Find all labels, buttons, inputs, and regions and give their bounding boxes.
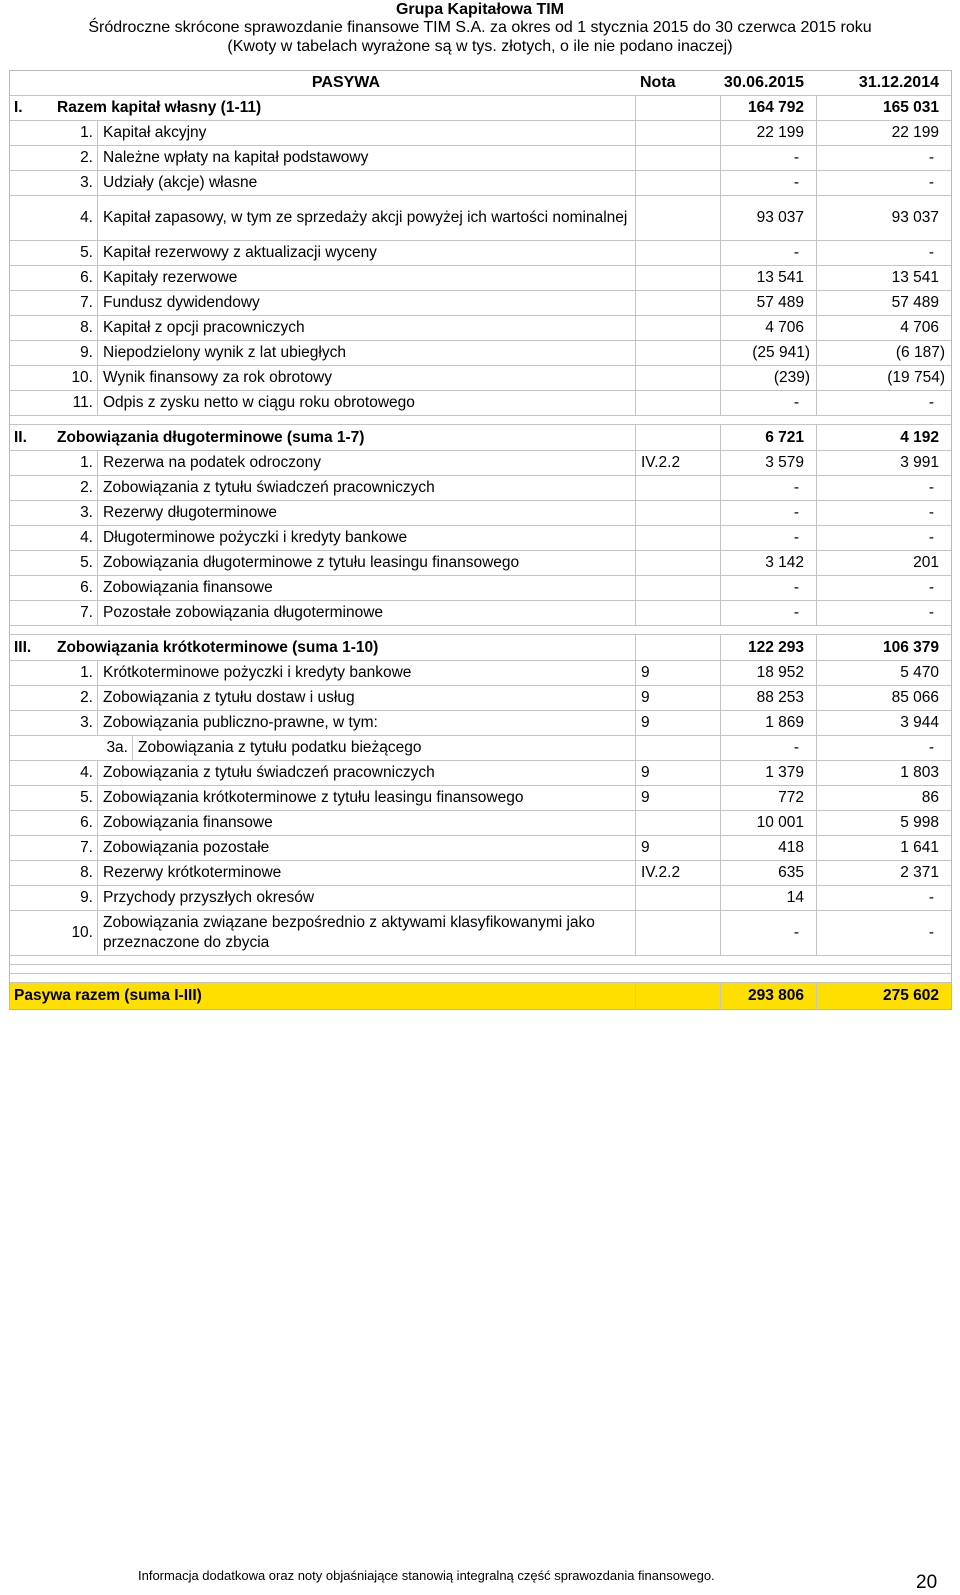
row-value-2015: (25 941) [720, 341, 816, 365]
row-label: Kapitał akcyjny [97, 121, 635, 145]
row-value-2014: 86 [816, 786, 951, 810]
section-value-2015: 164 792 [720, 96, 816, 120]
table-row [10, 551, 951, 576]
row-value-2015: - [720, 146, 816, 170]
row-number: 7. [80, 839, 93, 856]
row-number: 1. [80, 664, 93, 681]
row-note [635, 241, 720, 265]
table-row [10, 886, 951, 911]
row-number: 5. [80, 554, 93, 571]
row-label: Zobowiązania pozostałe [97, 836, 635, 860]
row-value-2015: - [720, 911, 816, 955]
row-value-2014: - [816, 736, 951, 760]
table-row [10, 601, 951, 626]
row-note [635, 196, 720, 240]
row-note [635, 601, 720, 625]
section-note [635, 96, 720, 120]
table-row [10, 316, 951, 341]
table-row [10, 291, 951, 316]
row-label: Rezerwy długoterminowe [97, 501, 635, 525]
row-value-2015: 14 [720, 886, 816, 910]
row-value-2014: 22 199 [816, 121, 951, 145]
table-row [10, 241, 951, 266]
row-number: 1. [80, 124, 93, 141]
row-label: Zobowiązania z tytułu świadczeń pracowniczych [97, 761, 635, 785]
row-label: Kapitał zapasowy, w tym ze sprzedaży akcji powyżej ich wartości nominalnej [97, 196, 635, 240]
row-note: IV.2.2 [635, 451, 720, 475]
row-number: 11. [72, 394, 93, 411]
section-value-2015: 6 721 [720, 425, 816, 450]
row-value-2014: - [816, 576, 951, 600]
row-label: Należne wpłaty na kapitał podstawowy [97, 146, 635, 170]
row-value-2015: - [720, 526, 816, 550]
total-label: Pasywa razem (suma I-III) [14, 987, 202, 1004]
row-value-2014: 201 [816, 551, 951, 575]
row-value-2014: 5 470 [816, 661, 951, 685]
row-note: 9 [635, 711, 720, 735]
row-value-2015: 88 253 [720, 686, 816, 710]
table-row [10, 711, 951, 736]
row-value-2014: 1 803 [816, 761, 951, 785]
row-note: 9 [635, 836, 720, 860]
row-note: IV.2.2 [635, 861, 720, 885]
row-note: 9 [635, 686, 720, 710]
row-value-2014: 3 991 [816, 451, 951, 475]
row-value-2015: 4 706 [720, 316, 816, 340]
row-value-2015: 418 [720, 836, 816, 860]
row-note [635, 391, 720, 415]
row-number: 3. [80, 504, 93, 521]
section-numeral: III. [14, 638, 32, 656]
row-note [635, 886, 720, 910]
section-value-2014: 106 379 [816, 635, 951, 660]
row-value-2015: 635 [720, 861, 816, 885]
row-label: Przychody przyszłych okresów [97, 886, 635, 910]
row-value-2015: 772 [720, 786, 816, 810]
column-header-date-2: 31.12.2014 [858, 74, 939, 91]
row-value-2015: 3 579 [720, 451, 816, 475]
row-label: Udziały (akcje) własne [97, 171, 635, 195]
row-number: 2. [80, 149, 93, 166]
table-row [10, 266, 951, 291]
row-value-2014: (19 754) [816, 366, 951, 390]
row-label: Zobowiązania z tytułu podatku bieżącego [132, 736, 635, 760]
row-note [635, 476, 720, 500]
total-note [635, 983, 720, 1009]
column-header-date-1: 30.06.2015 [723, 74, 804, 91]
row-value-2014: 3 944 [816, 711, 951, 735]
row-value-2014: 4 706 [816, 316, 951, 340]
row-note [635, 526, 720, 550]
row-note [635, 366, 720, 390]
row-note [635, 811, 720, 835]
row-note [635, 911, 720, 955]
section-note [635, 425, 720, 450]
row-value-2015: 10 001 [720, 811, 816, 835]
total-value-2015: 293 806 [720, 983, 816, 1009]
table-row [10, 861, 951, 886]
row-value-2015: 13 541 [720, 266, 816, 290]
row-value-2015: 3 142 [720, 551, 816, 575]
column-header-note: Nota [640, 74, 676, 91]
section-numeral: I. [14, 99, 23, 116]
row-label: Fundusz dywidendowy [97, 291, 635, 315]
total-value-2014: 275 602 [816, 983, 951, 1009]
row-note [635, 291, 720, 315]
row-note [635, 266, 720, 290]
row-number: 1. [80, 454, 93, 471]
row-number: 3a. [106, 739, 128, 756]
row-value-2015: - [720, 391, 816, 415]
table-row [10, 526, 951, 551]
footer-note: Informacja dodatkowa oraz noty objaśniające stanowią integralną część sprawozdania finansowego. [138, 1568, 715, 1583]
row-note [635, 316, 720, 340]
row-value-2015: 1 869 [720, 711, 816, 735]
row-number: 6. [80, 814, 93, 831]
row-note [635, 501, 720, 525]
section-note [635, 635, 720, 660]
section-value-2015: 122 293 [720, 635, 816, 660]
table-row [10, 761, 951, 786]
row-label: Krótkoterminowe pożyczki i kredyty bankowe [97, 661, 635, 685]
section-label: Zobowiązania krótkoterminowe (suma 1-10) [57, 638, 379, 656]
row-number: 4. [80, 764, 93, 781]
row-note [635, 341, 720, 365]
row-note [635, 171, 720, 195]
row-number: 3. [80, 174, 93, 191]
table-row [10, 146, 951, 171]
row-note: 9 [635, 786, 720, 810]
row-label: Kapitał z opcji pracowniczych [97, 316, 635, 340]
table-row [10, 836, 951, 861]
table-row [10, 366, 951, 391]
row-number: 5. [80, 789, 93, 806]
section-label: Razem kapitał własny (1-11) [57, 99, 262, 116]
column-header-pasywa: PASYWA [311, 74, 381, 91]
row-note: 9 [635, 661, 720, 685]
row-value-2014: - [816, 501, 951, 525]
table-row [10, 341, 951, 366]
row-value-2015: 18 952 [720, 661, 816, 685]
row-number: 7. [80, 294, 93, 311]
row-value-2014: 1 641 [816, 836, 951, 860]
row-value-2015: 1 379 [720, 761, 816, 785]
row-label: Rezerwa na podatek odroczony [97, 451, 635, 475]
spacer-row [10, 974, 951, 983]
table-row [10, 576, 951, 601]
spacer-row [10, 965, 951, 974]
row-label: Pozostałe zobowiązania długoterminowe [97, 601, 635, 625]
section-row [10, 635, 951, 661]
row-value-2015: - [720, 576, 816, 600]
row-number: 6. [80, 579, 93, 596]
row-value-2015: 22 199 [720, 121, 816, 145]
liabilities-table [9, 70, 952, 1010]
row-note: 9 [635, 761, 720, 785]
total-row [10, 983, 951, 1009]
row-value-2014: 2 371 [816, 861, 951, 885]
table-row [10, 911, 951, 956]
table-row [10, 391, 951, 416]
row-number: 9. [80, 344, 93, 361]
row-label: Zobowiązania z tytułu świadczeń pracowniczych [97, 476, 635, 500]
row-value-2014: 13 541 [816, 266, 951, 290]
row-number: 7. [80, 604, 93, 621]
row-number: 10. [71, 924, 93, 941]
row-number: 8. [80, 319, 93, 336]
table-row [10, 501, 951, 526]
row-label: Odpis z zysku netto w ciągu roku obrotowego [97, 391, 635, 415]
row-value-2014: - [816, 171, 951, 195]
table-row [10, 686, 951, 711]
table-header-row [10, 71, 951, 96]
row-number: 8. [80, 864, 93, 881]
row-value-2014: - [816, 146, 951, 170]
row-value-2014: (6 187) [816, 341, 951, 365]
row-note [635, 146, 720, 170]
section-row [10, 96, 951, 121]
row-value-2014: - [816, 526, 951, 550]
row-label: Rezerwy krótkoterminowe [97, 861, 635, 885]
row-value-2015: - [720, 171, 816, 195]
row-number: 2. [80, 689, 93, 706]
row-note [635, 736, 720, 760]
row-value-2015: - [720, 601, 816, 625]
table-row [10, 661, 951, 686]
section-value-2014: 165 031 [816, 96, 951, 120]
table-row [10, 451, 951, 476]
table-row [10, 196, 951, 241]
section-value-2014: 4 192 [816, 425, 951, 450]
row-number: 5. [80, 244, 93, 261]
row-note [635, 551, 720, 575]
row-value-2014: 5 998 [816, 811, 951, 835]
row-number: 4. [80, 529, 93, 546]
section-spacer [10, 416, 951, 425]
row-value-2014: 85 066 [816, 686, 951, 710]
row-label: Zobowiązania finansowe [97, 811, 635, 835]
row-value-2014: - [816, 886, 951, 910]
row-label: Zobowiązania długoterminowe z tytułu leasingu finansowego [97, 551, 635, 575]
table-row [10, 811, 951, 836]
row-label: Zobowiązania krótkoterminowe z tytułu leasingu finansowego [97, 786, 635, 810]
row-value-2015: (239) [720, 366, 816, 390]
row-note [635, 121, 720, 145]
table-row [10, 171, 951, 196]
row-value-2014: - [816, 391, 951, 415]
row-value-2014: - [816, 476, 951, 500]
table-row [10, 476, 951, 501]
row-number: 6. [80, 269, 93, 286]
table-row [10, 736, 951, 761]
row-number: 9. [80, 889, 93, 906]
row-number: 4. [80, 209, 93, 226]
row-value-2015: 93 037 [720, 196, 816, 240]
row-value-2014: 57 489 [816, 291, 951, 315]
row-label: Kapitał rezerwowy z aktualizacji wyceny [97, 241, 635, 265]
row-label: Zobowiązania finansowe [97, 576, 635, 600]
section-numeral: II. [14, 428, 27, 446]
section-spacer [10, 626, 951, 635]
row-number: 2. [80, 479, 93, 496]
row-value-2015: - [720, 501, 816, 525]
row-label: Zobowiązania publiczno-prawne, w tym: [97, 711, 635, 735]
row-label: Kapitały rezerwowe [97, 266, 635, 290]
row-value-2015: 57 489 [720, 291, 816, 315]
row-label: Zobowiązania z tytułu dostaw i usług [97, 686, 635, 710]
row-number: 10. [71, 369, 93, 386]
section-row [10, 425, 951, 451]
row-label: Zobowiązania związane bezpośrednio z aktywami klasyfikowanymi jako przeznaczone do zbycia [97, 911, 635, 955]
row-value-2015: - [720, 476, 816, 500]
page-number: 20 [916, 1572, 938, 1593]
row-note [635, 576, 720, 600]
table-row [10, 786, 951, 811]
table-row [10, 121, 951, 146]
units-note: (Kwoty w tabelach wyrażone są w tys. złotych, o ile nie podano inaczej) [227, 38, 733, 55]
row-value-2014: - [816, 911, 951, 955]
row-value-2014: - [816, 601, 951, 625]
row-number: 3. [80, 714, 93, 731]
row-label: Niepodzielony wynik z lat ubiegłych [97, 341, 635, 365]
section-spacer [10, 956, 951, 965]
section-label: Zobowiązania długoterminowe (suma 1-7) [57, 428, 365, 446]
company-title: Grupa Kapitałowa TIM [395, 1, 564, 18]
row-value-2014: - [816, 241, 951, 265]
row-label: Wynik finansowy za rok obrotowy [97, 366, 635, 390]
row-value-2014: 93 037 [816, 196, 951, 240]
row-value-2015: - [720, 241, 816, 265]
row-value-2015: - [720, 736, 816, 760]
row-label: Długoterminowe pożyczki i kredyty bankowe [97, 526, 635, 550]
report-subtitle: Śródroczne skrócone sprawozdanie finansowe TIM S.A. za okres od 1 stycznia 2015 do 30 czerwca 2015 roku [88, 19, 872, 36]
